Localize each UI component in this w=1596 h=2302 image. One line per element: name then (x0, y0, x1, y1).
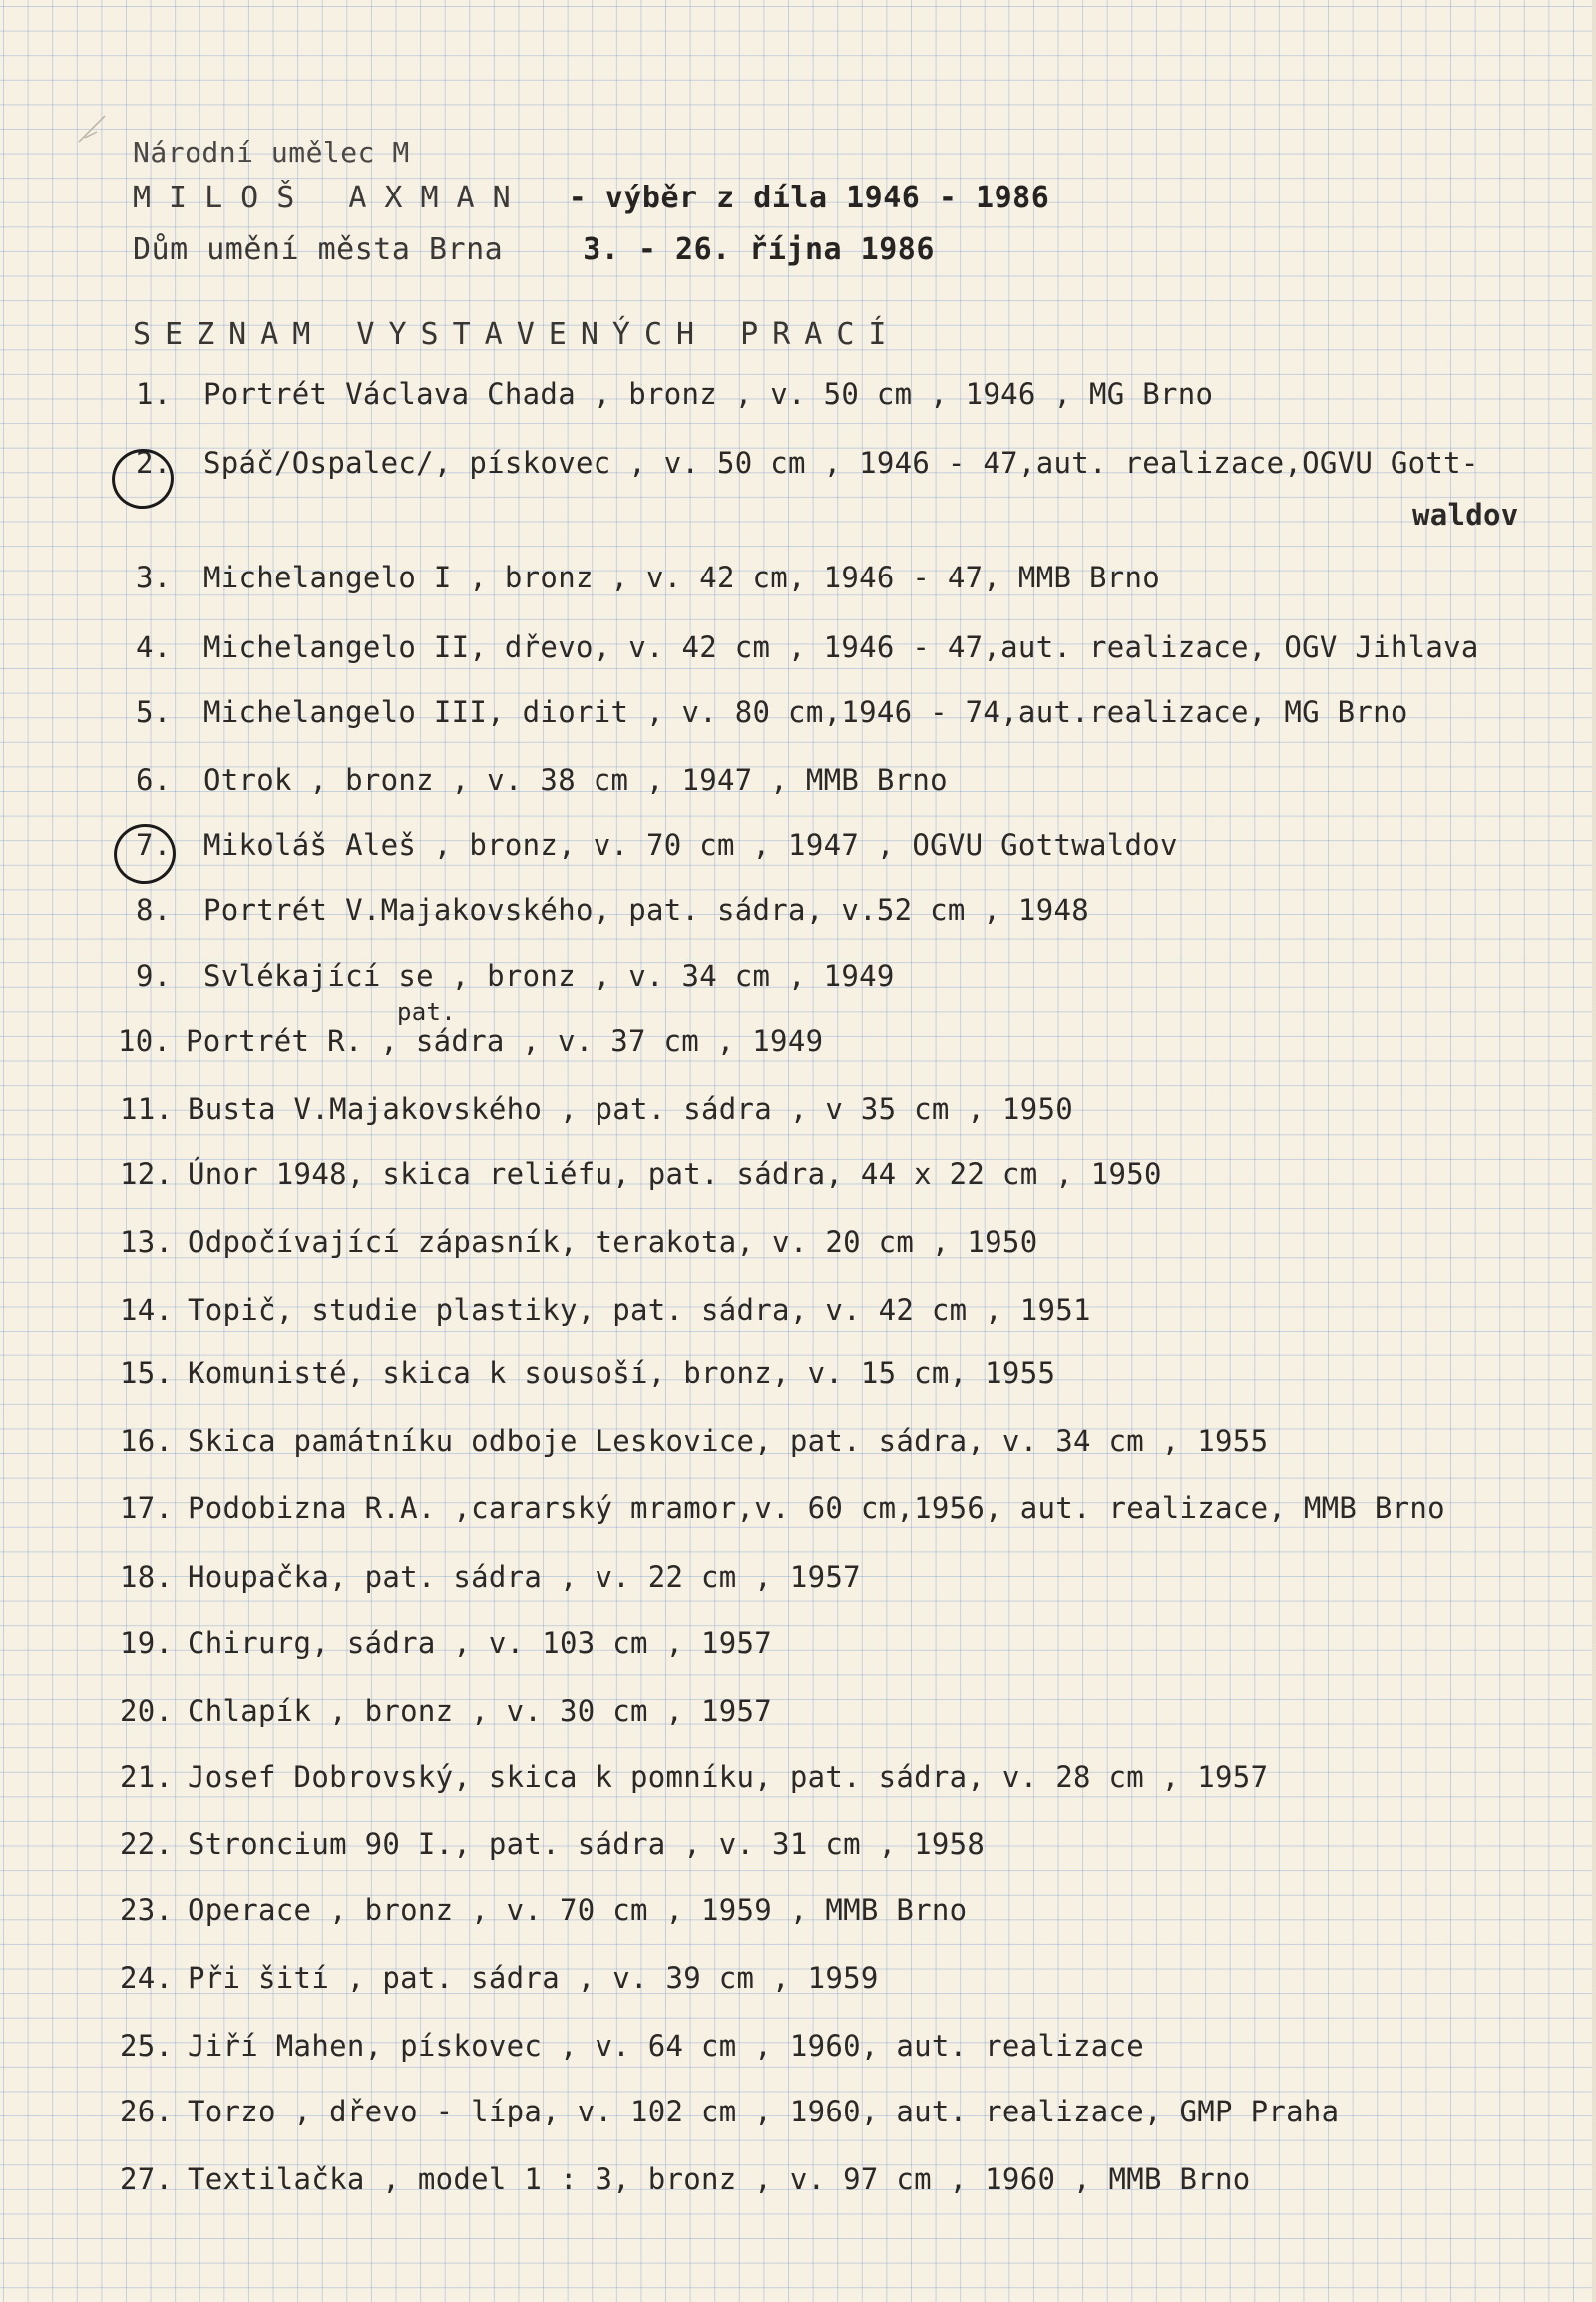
item-number: 27. (120, 2162, 174, 2196)
item-number: 14. (120, 1293, 174, 1327)
item-number: 17. (120, 1491, 174, 1525)
list-item (136, 828, 1178, 862)
list-item (136, 630, 1479, 664)
item-number: 7. (136, 828, 172, 862)
list-item (120, 1424, 1268, 1458)
item-text: Chlapík , bronz , v. 30 cm , 1957 (188, 1694, 773, 1727)
item-text: Busta V.Majakovského , pat. sádra , v 35 cm , 1950 (188, 1092, 1073, 1126)
list-title: SEZNAM VYSTAVENÝCH PRACÍ (133, 317, 901, 352)
list-item (120, 1760, 1268, 1794)
item-number: 22. (120, 1827, 174, 1861)
item-text: Michelangelo I , bronz , v. 42 cm, 1946 - 47, MMB Brno (203, 561, 1161, 594)
list-item (120, 1356, 1055, 1390)
list-item (136, 446, 1519, 532)
item-text: Josef Dobrovský, skica k pomníku, pat. sádra, v. 28 cm , 1957 (188, 1760, 1269, 1794)
list-item (120, 1293, 1091, 1327)
list-item (120, 1626, 772, 1660)
item-number: 18. (120, 1560, 174, 1594)
item-text: Podobizna R.A. ,cararský mramor,v. 60 cm,1956, aut. realizace, MMB Brno (188, 1491, 1445, 1525)
item-text: Odpočívající zápasník, terakota, v. 20 cm , 1950 (188, 1225, 1038, 1259)
list-item (136, 959, 895, 993)
item-text: Komunisté, skica k sousoší, bronz, v. 15 cm, 1955 (188, 1356, 1056, 1390)
item-text: Torzo , dřevo - lípa, v. 102 cm , 1960, aut. realizace, GMP Praha (188, 2095, 1340, 2128)
item-number: 26. (120, 2095, 174, 2128)
list-item (120, 2095, 1339, 2128)
item-text: Michelangelo II, dřevo, v. 42 cm , 1946 - 47,aut. realizace, OGV Jihlava (203, 630, 1479, 664)
list-item (118, 998, 824, 1058)
item-number: 9. (136, 959, 172, 993)
exhibition-dates: 3. - 26. října 1986 (583, 232, 935, 267)
item-number: 10. (118, 1024, 172, 1058)
item-text-continuation: waldov (1412, 498, 1519, 532)
item-text: Topič, studie plastiky, pat. sádra, v. 42 cm , 1951 (188, 1293, 1091, 1327)
paper-edge (1592, 0, 1596, 2302)
item-text: Chirurg, sádra , v. 103 cm , 1957 (188, 1626, 773, 1660)
list-item (120, 1694, 772, 1727)
list-item (120, 1827, 985, 1861)
item-text: Portrét V.Majakovského, pat. sádra, v.52 cm , 1948 (203, 893, 1089, 927)
list-item (120, 1560, 861, 1594)
item-number: 23. (120, 1893, 174, 1927)
list-item (120, 1491, 1445, 1525)
item-annotation: pat. (397, 998, 456, 1026)
item-text: Spáč/Ospalec/, pískovec , v. 50 cm , 1946 - 47,aut. realizace,OGVU Gott- (203, 446, 1479, 480)
item-number: 19. (120, 1626, 174, 1660)
list-item (120, 1893, 967, 1927)
item-text: Stroncium 90 I., pat. sádra , v. 31 cm , 1958 (188, 1827, 986, 1861)
item-number: 5. (136, 695, 172, 729)
list-item (120, 1961, 879, 1995)
item-text: Svlékající se , bronz , v. 34 cm , 1949 (203, 959, 895, 993)
item-text: Skica památníku odboje Leskovice, pat. sádra, v. 34 cm , 1955 (188, 1424, 1269, 1458)
item-text: Portrét Václava Chada , bronz , v. 50 cm , 1946 , MG Brno (203, 377, 1214, 411)
item-number: 16. (120, 1424, 174, 1458)
item-text: Mikoláš Aleš , bronz, v. 70 cm , 1947 , OGVU Gottwaldov (203, 828, 1178, 862)
item-text: Michelangelo III, diorit , v. 80 cm,1946 - 74,aut.realizace, MG Brno (203, 695, 1408, 729)
item-text: Houpačka, pat. sádra , v. 22 cm , 1957 (188, 1560, 861, 1594)
item-number: 2. (136, 446, 172, 480)
item-text: Textilačka , model 1 : 3, bronz , v. 97 cm , 1960 , MMB Brno (188, 2162, 1251, 2196)
item-text: Operace , bronz , v. 70 cm , 1959 , MMB Brno (188, 1893, 968, 1927)
list-item (136, 893, 1089, 927)
item-number: 1. (136, 377, 172, 411)
list-item (120, 1092, 1073, 1126)
item-number: 3. (136, 561, 172, 594)
item-text: Otrok , bronz , v. 38 cm , 1947 , MMB Brno (203, 763, 948, 797)
item-number: 11. (120, 1092, 174, 1126)
item-number: 8. (136, 893, 172, 927)
list-item (120, 1225, 1037, 1259)
list-item (120, 2162, 1251, 2196)
list-item (136, 561, 1160, 594)
exhibition-heading (133, 181, 1049, 215)
list-item (120, 2029, 1144, 2063)
item-number: 6. (136, 763, 172, 797)
list-item (120, 1157, 1162, 1191)
artist-name: MILOŠ AXMAN (133, 181, 529, 215)
item-number: 24. (120, 1961, 174, 1995)
item-number: 12. (120, 1157, 174, 1191)
item-number: 15. (120, 1356, 174, 1390)
item-number: 21. (120, 1760, 174, 1794)
item-number: 13. (120, 1225, 174, 1259)
item-text: Při šití , pat. sádra , v. 39 cm , 1959 (188, 1961, 879, 1995)
item-number: 25. (120, 2029, 174, 2063)
item-number: 20. (120, 1694, 174, 1727)
list-item (136, 377, 1213, 411)
exhibition-subtitle: - výběr z díla 1946 - 1986 (568, 181, 1050, 215)
venue: Dům umění města Brna (133, 232, 504, 267)
list-item (136, 763, 948, 797)
item-text: Portrét R. , sádra , v. 37 cm , 1949 (186, 1024, 824, 1058)
venue-line (133, 232, 935, 267)
item-text: Únor 1948, skica reliéfu, pat. sádra, 44 x 22 cm , 1950 (188, 1157, 1162, 1191)
item-text: Jiří Mahen, pískovec , v. 64 cm , 1960, aut. realizace (188, 2029, 1145, 2063)
list-item (136, 695, 1408, 729)
item-number: 4. (136, 630, 172, 664)
pencil-mark (75, 108, 117, 148)
artist-title: Národní umělec M (133, 136, 410, 169)
